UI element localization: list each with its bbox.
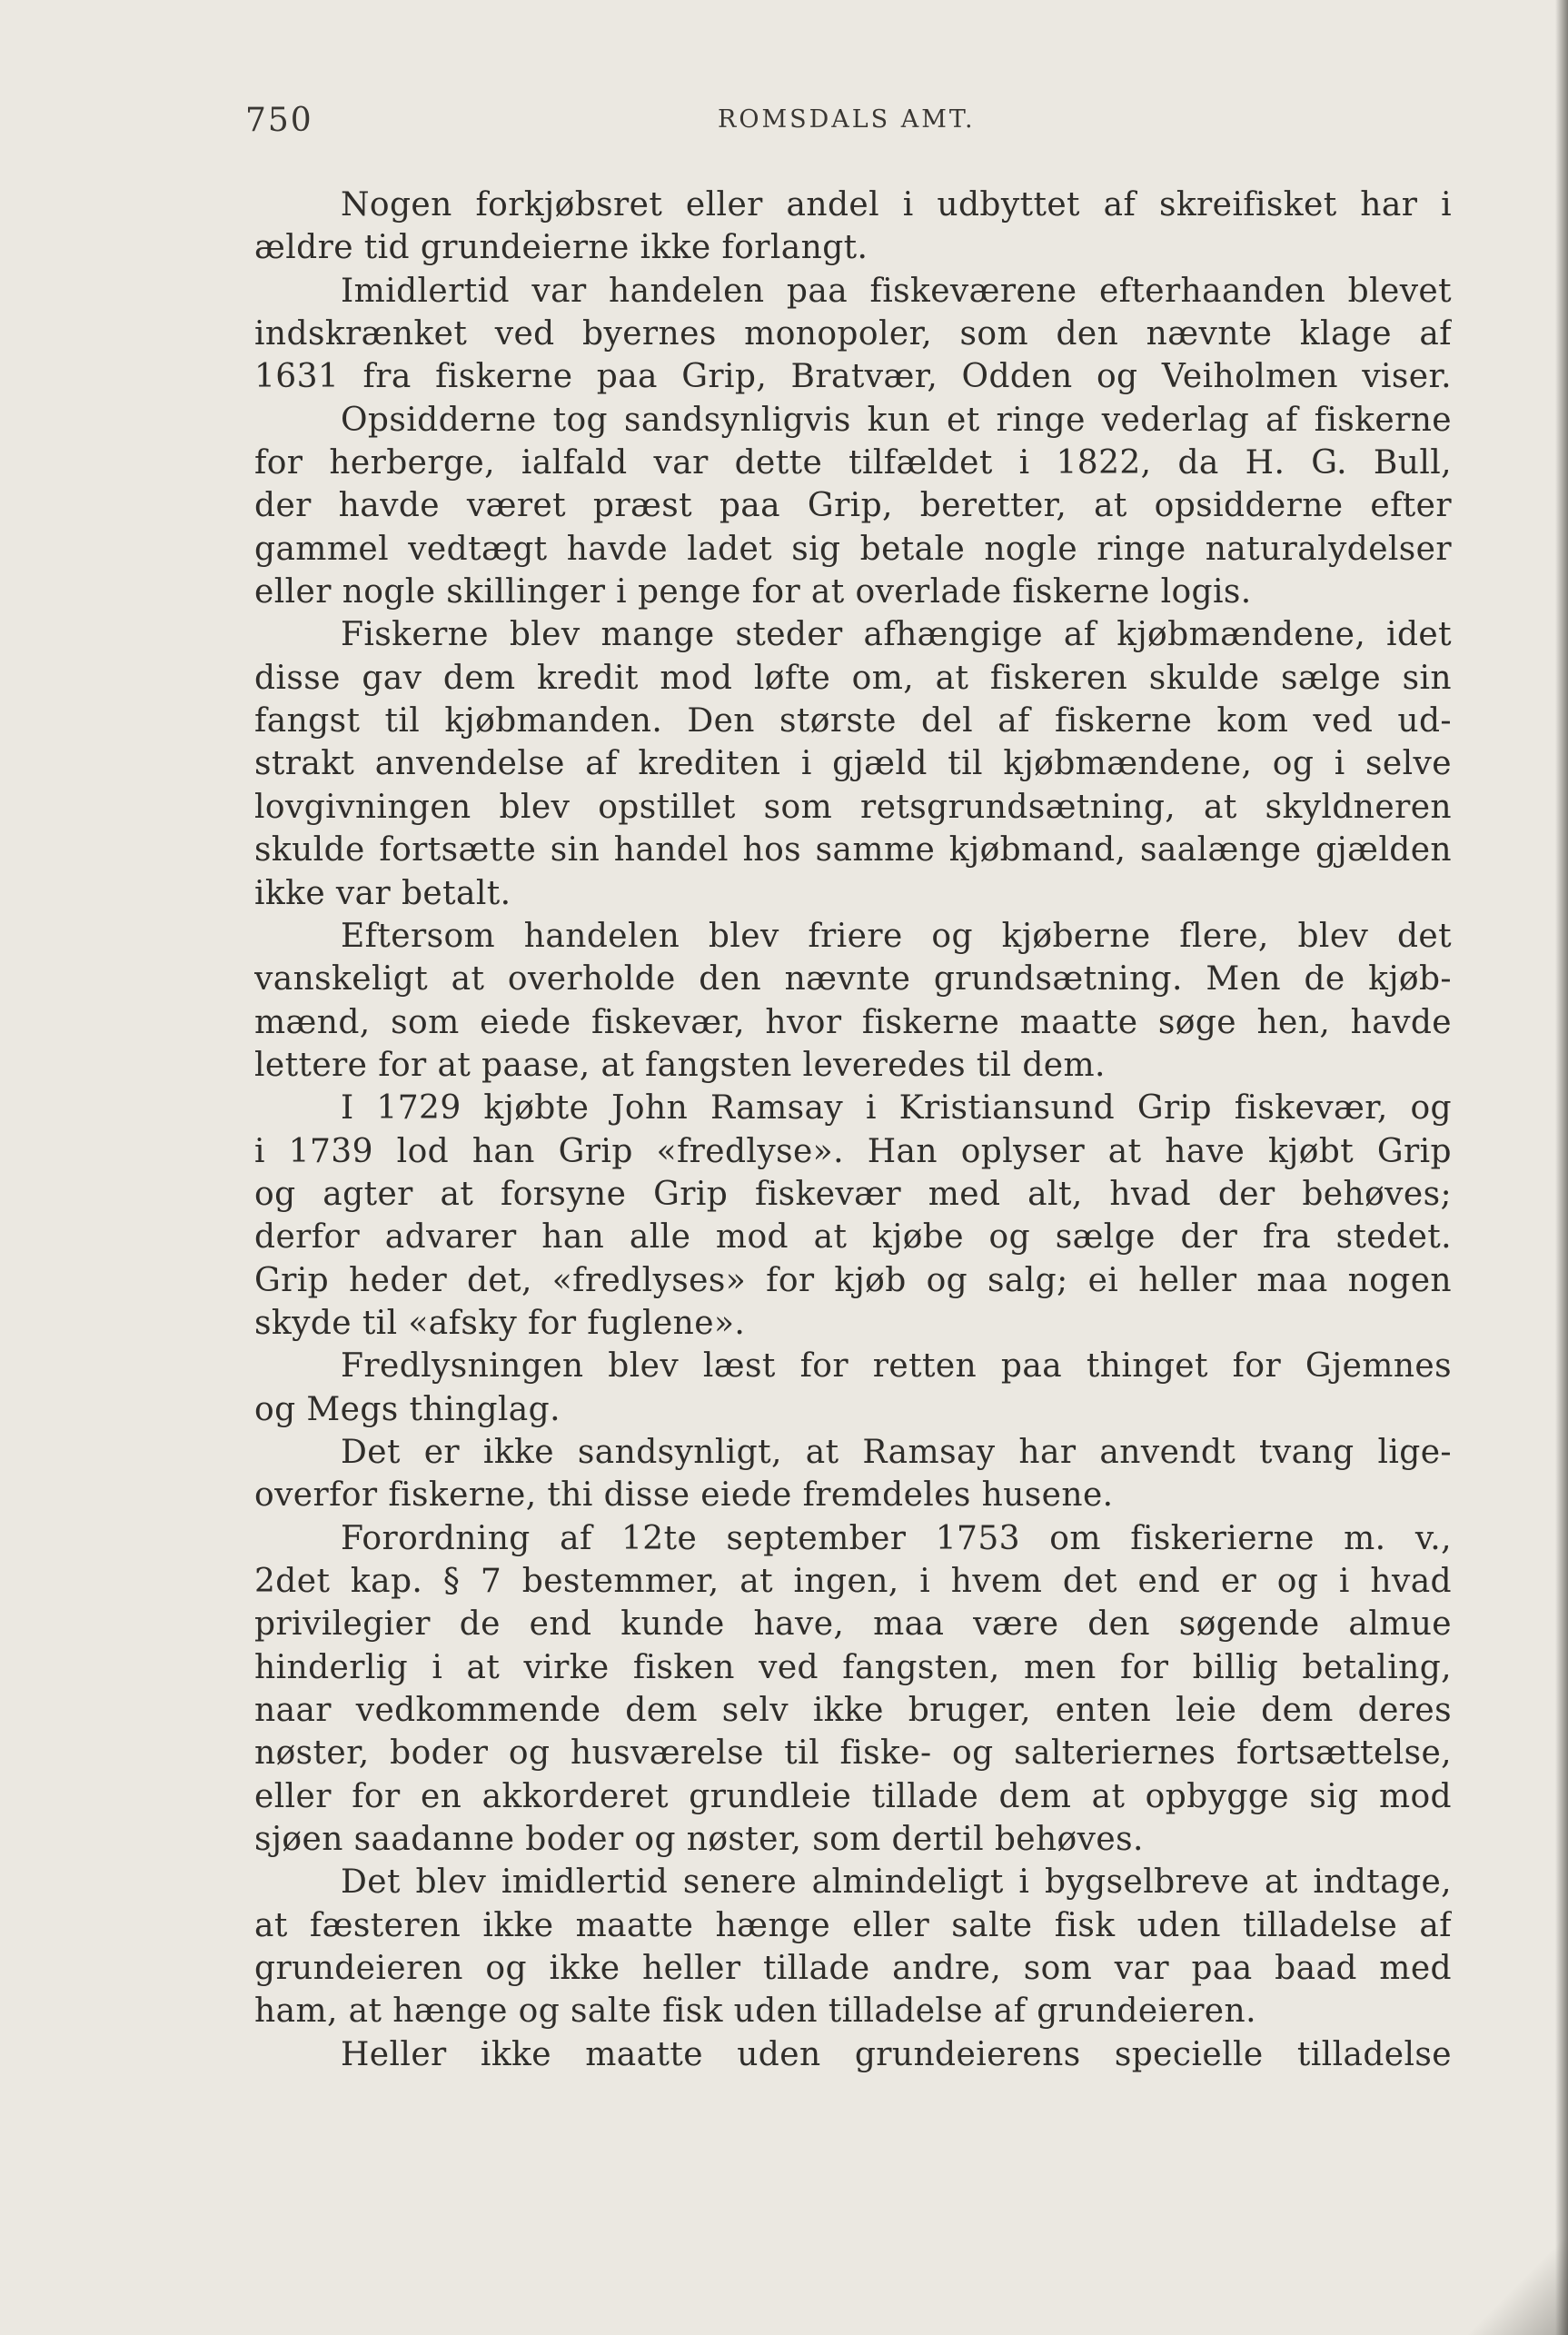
body-text (254, 184, 1452, 2076)
text-line: lettere for at paase, at fangsten leveredes til dem. (254, 1046, 1106, 1084)
text-line: i 1739 lod han Grip «fredlyse». Han oplyser at have kjøbt Grip (254, 1132, 1452, 1170)
text-line: ikke var betalt. (254, 874, 511, 912)
text-line: naar vedkommende dem selv ikke bruger, enten leie dem deres (254, 1692, 1452, 1730)
text-line: og agter at forsyne Grip fiskevær med alt, hvad der behøves; (254, 1175, 1452, 1213)
text-line: Heller ikke maatte uden grundeierens specielle tilladelse (341, 2035, 1452, 2073)
text-line: lovgivningen blev opstillet som retsgrundsætning, at skyldneren (254, 788, 1452, 826)
text-line: Nogen forkjøbsret eller andel i udbyttet af skreifisket har i (341, 186, 1452, 224)
text-line: der havde været præst paa Grip, beretter, at opsidderne efter (254, 487, 1452, 525)
text-line: grundeieren og ikke heller tillade andre, som var paa baad med (254, 1950, 1452, 1988)
text-line: Fredlysningen blev læst for retten paa thinget for Gjemnes (341, 1347, 1452, 1386)
text-line: gammel vedtægt havde ladet sig betale nogle ringe naturalydelser (254, 530, 1452, 568)
text-line: strakt anvendelse af krediten i gjæld til kjøbmændene, og i selve (254, 745, 1452, 783)
page-number: 750 (245, 102, 313, 139)
text-line: at fæsteren ikke maatte hænge eller salte fisk uden tilladelse af (254, 1906, 1452, 1944)
text-line: vanskeligt at overholde den nævnte grundsætning. Men de kjøb- (254, 960, 1452, 999)
text-line: mænd, som eiede fiskevær, hvor fiskerne maatte søge hen, havde (254, 1003, 1452, 1041)
page-corner-shadow (1423, 2226, 1568, 2335)
text-line: hinderlig i at virke fisken ved fangsten, men for billig betaling, (254, 1648, 1452, 1686)
text-line: privilegier de end kunde have, maa være den søgende almue (254, 1605, 1452, 1644)
text-line: skyde til «afsky for fuglene». (254, 1304, 746, 1342)
running-title: ROMSDALS AMT. (718, 105, 976, 134)
text-line: og Megs thinglag. (254, 1390, 561, 1428)
text-line: Eftersom handelen blev friere og kjøberne flere, blev det (341, 917, 1452, 955)
text-line: Det blev imidlertid senere almindeligt i bygselbreve at indtage, (341, 1863, 1452, 1902)
text-line: Fiskerne blev mange steder afhængige af kjøbmændene, idet (341, 616, 1452, 654)
text-line: sjøen saadanne boder og nøster, som dertil behøves. (254, 1821, 1144, 1859)
text-line: fangst til kjøbmanden. Den største del af fiskerne kom ved ud- (254, 702, 1452, 740)
text-line: Forordning af 12te september 1753 om fiskerierne m. v., (341, 1519, 1452, 1557)
text-line: for herberge, ialfald var dette tilfældet i 1822, da H. G. Bull, (254, 444, 1452, 482)
text-line: indskrænket ved byernes monopoler, som den nævnte klage af (254, 315, 1452, 353)
text-line: disse gav dem kredit mod løfte om, at fiskeren skulde sælge sin (254, 659, 1452, 697)
text-line: 2det kap. § 7 bestemmer, at ingen, i hvem det end er og i hvad (254, 1563, 1452, 1600)
text-line: skulde fortsætte sin handel hos samme kjøbmand, saalænge gjælden (254, 831, 1452, 869)
text-line: Grip heder det, «fredlyses» for kjøb og salg; ei heller maa nogen (254, 1261, 1452, 1299)
text-line: Det er ikke sandsynligt, at Ramsay har anvendt tvang lige- (341, 1433, 1452, 1471)
page-edge-shadow (1555, 0, 1568, 2335)
text-line: 1631 fra fiskerne paa Grip, Bratvær, Odden og Veiholmen viser. (254, 358, 1452, 396)
text-line: derfor advarer han alle mod at kjøbe og sælge der fra stedet. (254, 1218, 1452, 1257)
text-line: overfor fiskerne, thi disse eiede fremdeles husene. (254, 1476, 1114, 1515)
text-line: Opsidderne tog sandsynligvis kun et ringe vederlag af fiskerne (341, 401, 1452, 439)
text-line: ham, at hænge og salte fisk uden tilladelse af grundeieren. (254, 1992, 1256, 2031)
text-line: eller nogle skillinger i penge for at overlade fiskerne logis. (254, 573, 1252, 611)
text-line: I 1729 kjøbte John Ramsay i Kristiansund Grip fiskevær, og (341, 1089, 1452, 1128)
text-line: nøster, boder og husværelse til fiske- og salteriernes fortsættelse, (254, 1734, 1452, 1773)
page-header (245, 102, 1454, 138)
text-line: Imidlertid var handelen paa fiskeværene efterhaanden blevet (341, 272, 1452, 310)
text-line: eller for en akkorderet grundleie tillade dem at opbygge sig mod (254, 1777, 1452, 1815)
text-line: ældre tid grundeierne ikke forlangt. (254, 229, 868, 267)
